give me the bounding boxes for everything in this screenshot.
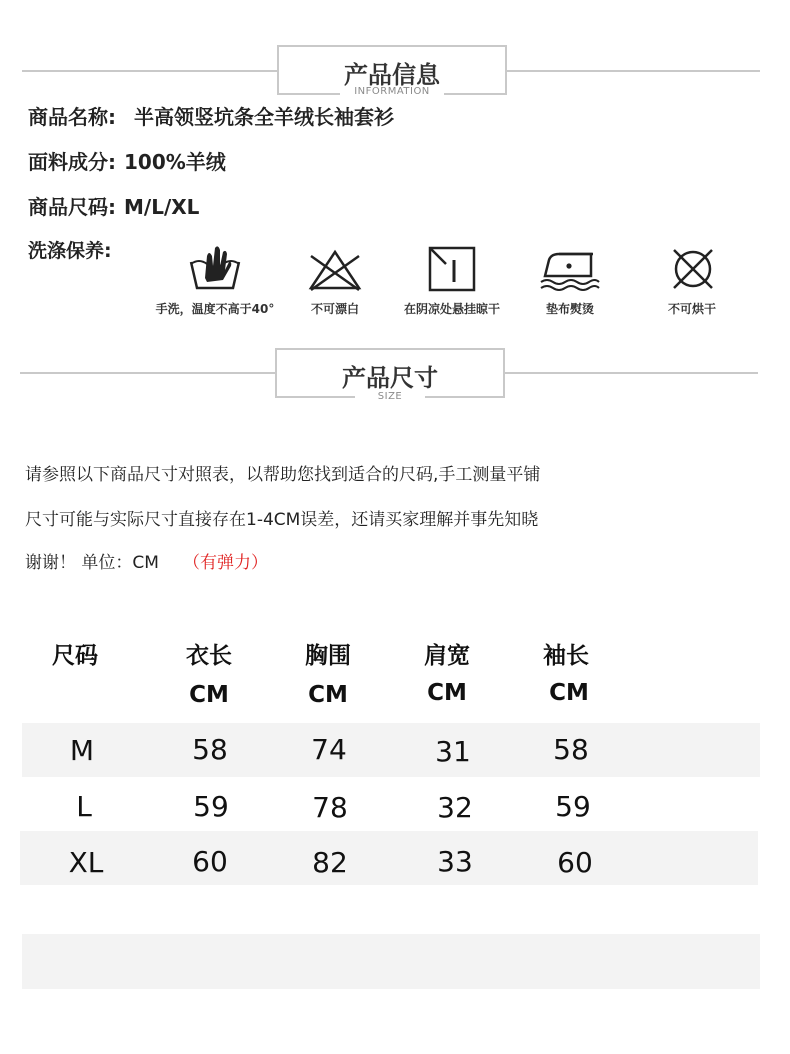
header-length: 衣长 bbox=[186, 643, 232, 669]
no-bleach-label: 不可漂白 bbox=[310, 302, 359, 316]
elastic-note: （有弹力） bbox=[182, 553, 268, 573]
cell-length: 58 bbox=[192, 733, 228, 766]
line-dry-label: 在阴凉处悬挂晾干 bbox=[403, 302, 500, 316]
cell-size: XL bbox=[68, 846, 104, 879]
size-section-title: 产品尺寸 bbox=[342, 364, 438, 392]
cell-size: M bbox=[69, 734, 95, 767]
cell-chest: 74 bbox=[311, 733, 347, 766]
note-unit: 谢谢！ 单位：CM bbox=[25, 553, 159, 573]
fabric-value: 100%羊绒 bbox=[124, 150, 226, 174]
size-line bbox=[28, 191, 199, 220]
product-name-line bbox=[28, 101, 394, 130]
size-divider-right bbox=[503, 372, 758, 374]
iron-with-cloth-icon bbox=[535, 244, 605, 292]
header-size: 尺码 bbox=[52, 643, 98, 669]
note-line-1: 请参照以下商品尺寸对照表，以帮助您找到适合的尺码,手工测量平铺 bbox=[25, 465, 541, 485]
cell-shoulder: 32 bbox=[437, 791, 473, 824]
info-divider-left bbox=[22, 70, 278, 72]
no-bleach-icon bbox=[305, 244, 365, 292]
unit-shoulder: CM bbox=[427, 680, 467, 706]
cell-shoulder: 33 bbox=[437, 845, 473, 878]
hand-wash-label: 手洗，温度不高于40° bbox=[155, 302, 275, 316]
care-item-no-bleach bbox=[270, 244, 400, 317]
cell-length: 59 bbox=[193, 790, 229, 823]
info-section-title: 产品信息 bbox=[344, 61, 440, 89]
header-shoulder: 肩宽 bbox=[424, 643, 470, 669]
care-label: 洗涤保养: bbox=[28, 240, 112, 262]
size-label: 商品尺码: bbox=[28, 195, 116, 219]
header-chest: 胸围 bbox=[305, 643, 351, 669]
line-dry-shade-icon bbox=[422, 244, 482, 292]
note-line-3 bbox=[25, 548, 268, 573]
fabric-label: 面料成分: bbox=[28, 150, 116, 174]
iron-label: 垫布熨烫 bbox=[545, 302, 594, 316]
size-section-subtitle: SIZE bbox=[377, 391, 403, 402]
row-shade-empty bbox=[22, 934, 760, 989]
unit-sleeve: CM bbox=[549, 680, 589, 706]
info-section-subtitle: INFORMATION bbox=[354, 86, 430, 97]
product-name-value: 半高领竖坑条全羊绒长袖套衫 bbox=[134, 105, 394, 129]
care-item-no-tumble bbox=[627, 244, 757, 317]
header-sleeve: 袖长 bbox=[543, 643, 589, 669]
size-value: M/L/XL bbox=[124, 195, 200, 219]
cell-sleeve: 59 bbox=[555, 790, 591, 823]
info-divider-right bbox=[505, 70, 760, 72]
unit-chest: CM bbox=[308, 682, 348, 708]
cell-chest: 78 bbox=[312, 791, 348, 824]
product-name-label: 商品名称: bbox=[28, 105, 116, 129]
fabric-line bbox=[28, 146, 226, 175]
no-tumble-dry-icon bbox=[662, 244, 722, 292]
size-divider-left bbox=[20, 372, 276, 374]
no-tumble-label: 不可烘干 bbox=[667, 302, 716, 316]
cell-size: L bbox=[76, 790, 92, 823]
care-item-hand-wash bbox=[150, 244, 280, 317]
cell-length: 60 bbox=[192, 845, 228, 878]
care-item-iron bbox=[505, 244, 635, 317]
note-line-2: 尺寸可能与实际尺寸直接存在1-4CM误差，还请买家理解并事先知晓 bbox=[25, 510, 539, 530]
cell-chest: 82 bbox=[312, 846, 348, 879]
cell-shoulder: 31 bbox=[435, 735, 471, 768]
unit-length: CM bbox=[189, 682, 229, 708]
cell-sleeve: 58 bbox=[553, 733, 589, 766]
care-item-line-dry bbox=[387, 244, 517, 317]
cell-sleeve: 60 bbox=[557, 846, 593, 879]
hand-wash-icon bbox=[185, 244, 245, 292]
